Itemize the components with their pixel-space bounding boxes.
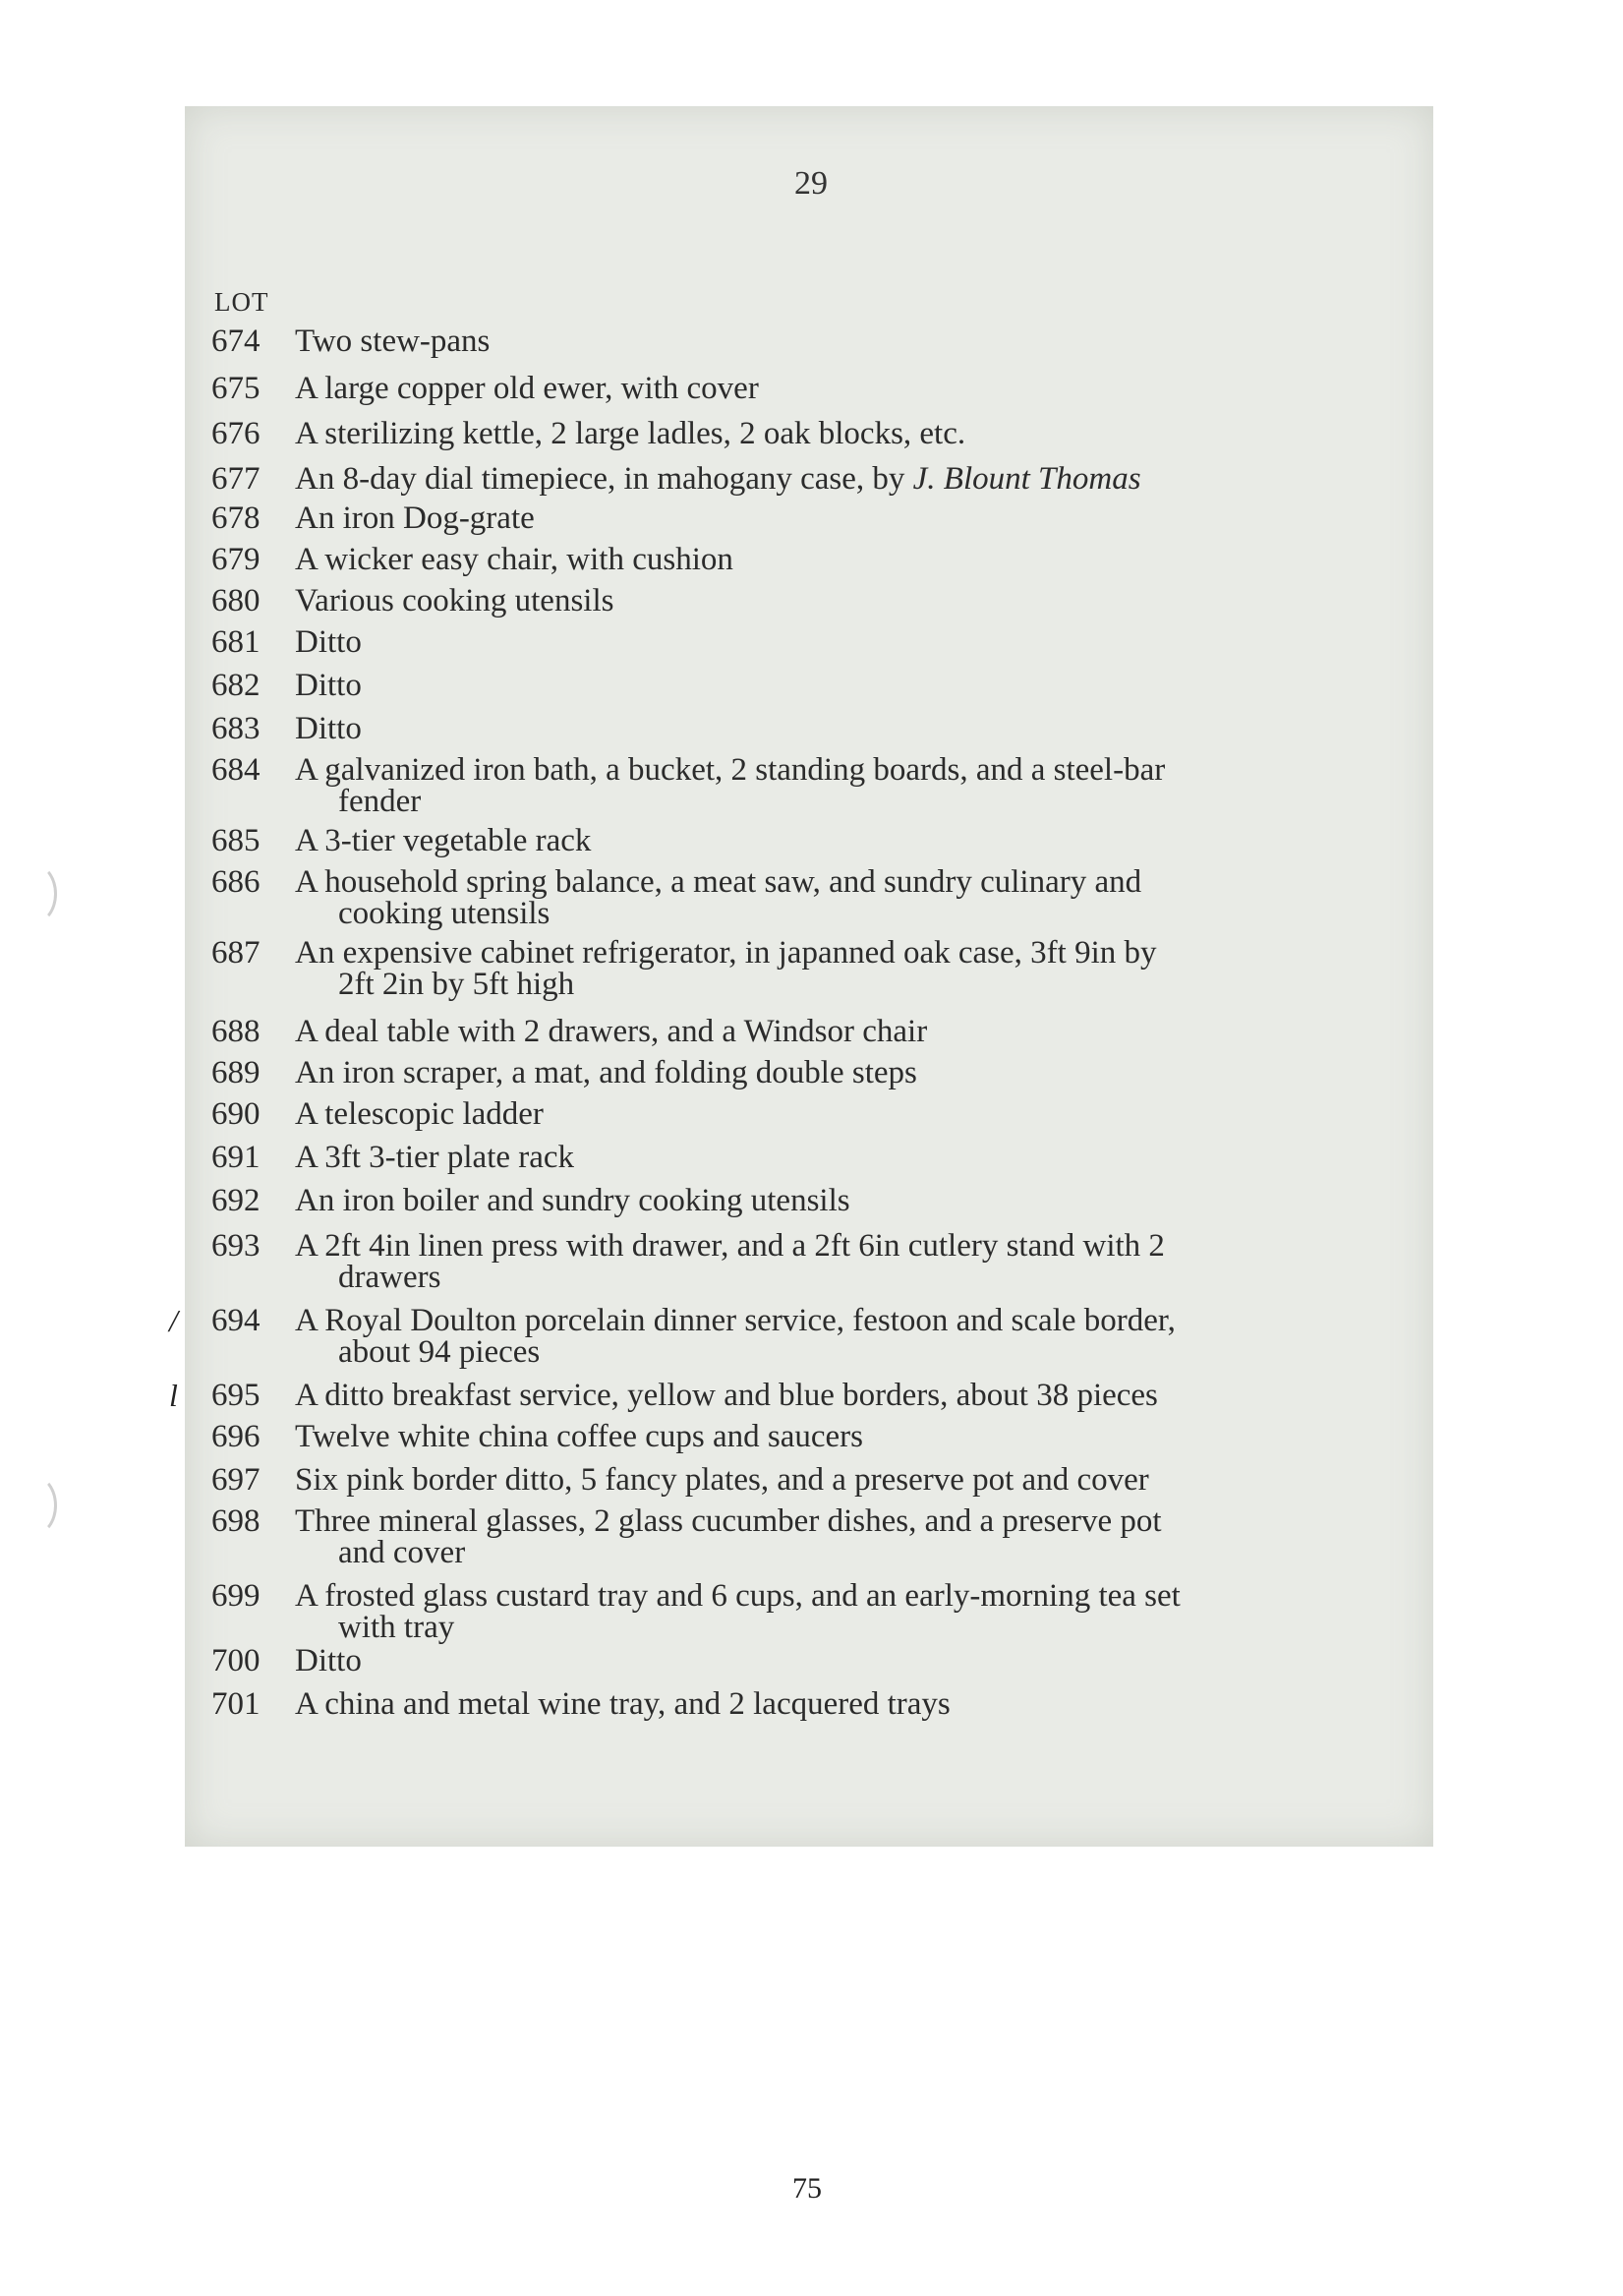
lot-description-continuation: about 94 pieces: [338, 1334, 541, 1370]
lot-description: [295, 501, 1425, 535]
lot-description-text: A 3ft 3-tier plate rack: [295, 1140, 575, 1175]
lot-number: 684: [211, 752, 261, 788]
lot-number: 677: [211, 461, 261, 497]
lot-entry: [197, 1229, 1425, 1294]
lot-description: [295, 1463, 1425, 1497]
lot-description-text: An 8-day dial timepiece, in mahogany case, by: [295, 461, 905, 497]
lot-entry: [197, 669, 1425, 702]
handwritten-mark: /: [169, 1303, 178, 1338]
lot-description: [295, 1056, 1425, 1089]
lot-entry: [197, 1644, 1425, 1678]
lot-entry: [197, 936, 1425, 1001]
lot-description-text: A telescopic ladder: [295, 1096, 544, 1132]
lot-description-text: Six pink border ditto, 5 fancy plates, and a preserve pot and cover: [295, 1462, 1149, 1498]
document-page-number: 75: [792, 2172, 822, 2205]
lot-number: 693: [211, 1228, 261, 1264]
punch-hole-mark: [12, 863, 57, 924]
lot-description: [295, 584, 1425, 618]
lot-number: 697: [211, 1462, 261, 1498]
lot-description-continuation: cooking utensils: [338, 896, 551, 931]
lot-number: 700: [211, 1643, 261, 1678]
lot-description: [295, 1184, 1425, 1217]
lot-description-continuation: 2ft 2in by 5ft high: [338, 967, 575, 1002]
lot-entry: [197, 501, 1425, 535]
lot-description: [295, 1644, 1425, 1678]
lot-number: 681: [211, 624, 261, 660]
lot-number: 688: [211, 1014, 261, 1049]
lot-description-text: A wicker easy chair, with cushion: [295, 542, 733, 577]
lot-description-text: A household spring balance, a meat saw, and sundry culinary and: [295, 864, 1142, 900]
lot-description-text: A deal table with 2 drawers, and a Windsor chair: [295, 1014, 928, 1049]
lot-description-continuation: and cover: [338, 1535, 466, 1570]
lot-description: [295, 936, 1425, 1001]
lot-entry: [197, 584, 1425, 618]
lot-entry: [197, 372, 1425, 405]
punch-hole-mark: [12, 1475, 57, 1536]
lot-description-text: A 2ft 4in linen press with drawer, and a 2ft 6in cutlery stand with 2: [295, 1228, 1165, 1264]
lot-description-text: A large copper old ewer, with cover: [295, 371, 759, 406]
lot-description-continuation: with tray: [338, 1610, 455, 1645]
lot-description-text: A 3-tier vegetable rack: [295, 823, 592, 858]
lot-description-text: Ditto: [295, 711, 362, 746]
lot-description-text: A china and metal wine tray, and 2 lacquered trays: [295, 1686, 951, 1722]
lot-number: 695: [211, 1378, 261, 1413]
lot-entry: [197, 543, 1425, 576]
lot-description: [295, 824, 1425, 857]
lot-description: [295, 712, 1425, 745]
lot-description: [295, 1687, 1425, 1721]
lot-description-text: A ditto breakfast service, yellow and blue borders, about 38 pieces: [295, 1378, 1158, 1413]
lot-number: 680: [211, 583, 261, 618]
lot-description-text: Various cooking utensils: [295, 583, 614, 618]
lot-number: 699: [211, 1578, 261, 1614]
lot-description-text: A sterilizing kettle, 2 large ladles, 2 oak blocks, etc.: [295, 416, 966, 451]
lot-entry: [197, 1056, 1425, 1089]
lot-description: [295, 753, 1425, 818]
lot-number: 679: [211, 542, 261, 577]
lot-number: 690: [211, 1096, 261, 1132]
lot-description: [295, 1097, 1425, 1131]
lot-entry: [197, 625, 1425, 659]
lot-entry: [197, 417, 1425, 450]
lot-description: [295, 669, 1425, 702]
lot-entry: [169, 1378, 1425, 1413]
lot-entry: [197, 1015, 1425, 1048]
lot-description-text: Ditto: [295, 624, 362, 660]
lot-description: [295, 865, 1425, 930]
lot-entry: [197, 824, 1425, 857]
lot-number: 675: [211, 371, 261, 406]
lot-number: 696: [211, 1419, 261, 1454]
lot-description: [295, 324, 1425, 358]
lot-description-continuation: drawers: [338, 1260, 441, 1295]
lot-description: [295, 1304, 1425, 1369]
lot-description-continuation: fender: [338, 784, 422, 819]
lot-description: [295, 462, 1425, 496]
lot-description: [295, 1015, 1425, 1048]
lot-description-text: A Royal Doulton porcelain dinner service, festoon and scale border,: [295, 1303, 1176, 1338]
lot-description: [295, 1579, 1425, 1644]
lot-description: [295, 1379, 1425, 1412]
lot-entry: [169, 1303, 1425, 1370]
lot-number: 701: [211, 1686, 261, 1722]
lot-entry: [197, 1463, 1425, 1497]
lot-description-text: An iron Dog-grate: [295, 500, 535, 536]
lot-entry: [197, 324, 1425, 358]
lot-entry: [197, 753, 1425, 818]
lot-description: [295, 1420, 1425, 1453]
lot-description-text: Ditto: [295, 1643, 362, 1678]
lot-number: 691: [211, 1140, 261, 1175]
lot-description-text: A galvanized iron bath, a bucket, 2 standing boards, and a steel-bar: [295, 752, 1166, 788]
lot-description-text: A frosted glass custard tray and 6 cups, and an early-morning tea set: [295, 1578, 1181, 1614]
lot-description-text: Three mineral glasses, 2 glass cucumber dishes, and a preserve pot: [295, 1503, 1162, 1539]
lot-number: 694: [211, 1303, 261, 1338]
lot-description-text: An iron boiler and sundry cooking utensils: [295, 1183, 850, 1218]
lot-description-text: An expensive cabinet refrigerator, in japanned oak case, 3ft 9in by: [295, 935, 1157, 971]
lot-number: 698: [211, 1503, 261, 1539]
lot-number: 676: [211, 416, 261, 451]
lot-entry: [197, 1141, 1425, 1174]
lot-entry: [197, 1687, 1425, 1721]
lot-description: [295, 417, 1425, 450]
lot-number: 687: [211, 935, 261, 971]
lot-description-text: Two stew-pans: [295, 324, 491, 359]
lot-description: [295, 543, 1425, 576]
lot-entry: [197, 1504, 1425, 1569]
lot-number: 685: [211, 823, 261, 858]
lot-description: [295, 372, 1425, 405]
lot-number: 674: [211, 324, 261, 359]
maker-name: J. Blount Thomas: [912, 461, 1141, 497]
lot-description-text: Twelve white china coffee cups and saucers: [295, 1419, 863, 1454]
lot-description: [295, 1229, 1425, 1294]
lot-column-header: LOT: [214, 287, 269, 317]
lot-description: [295, 1504, 1425, 1569]
lot-number: 689: [211, 1055, 261, 1090]
lot-description-text: An iron scraper, a mat, and folding double steps: [295, 1055, 917, 1090]
lot-number: 692: [211, 1183, 261, 1218]
lot-entry: [197, 1579, 1425, 1644]
lot-description-text: Ditto: [295, 668, 362, 703]
lot-number: 678: [211, 500, 261, 536]
lot-description: [295, 1141, 1425, 1174]
handwritten-mark: l: [169, 1378, 178, 1413]
lot-entry: [197, 462, 1425, 496]
lot-number: 682: [211, 668, 261, 703]
lot-entry: [197, 865, 1425, 930]
lot-entry: [197, 1184, 1425, 1217]
lot-entry: [197, 1420, 1425, 1453]
lot-entry: [197, 712, 1425, 745]
catalogue-page-number: 29: [794, 165, 828, 202]
lot-entry: [197, 1097, 1425, 1131]
lot-number: 683: [211, 711, 261, 746]
lot-description: [295, 625, 1425, 659]
lot-number: 686: [211, 864, 261, 900]
